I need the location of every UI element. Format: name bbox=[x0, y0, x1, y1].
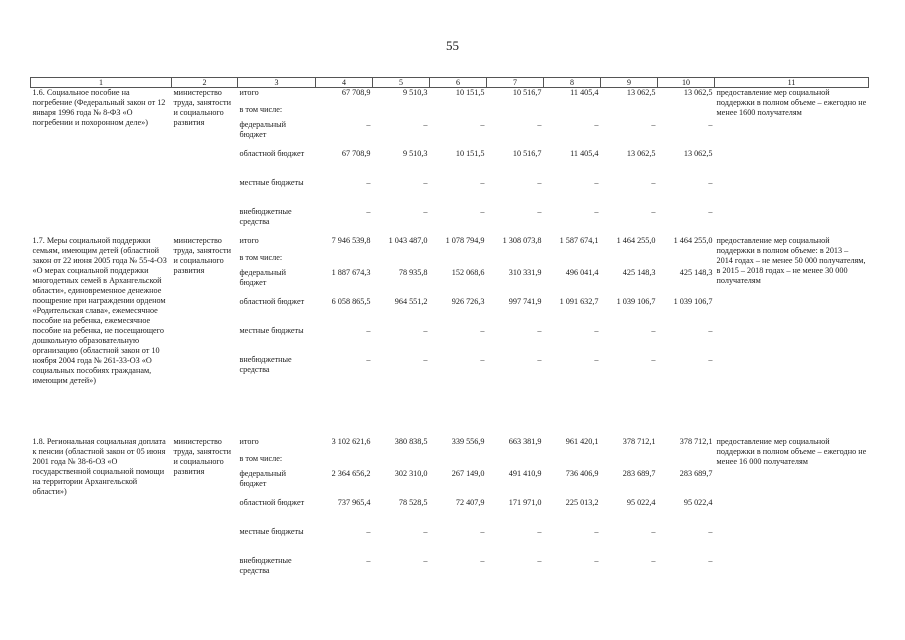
funding-value: – bbox=[708, 206, 713, 216]
funding-source: областной бюджет bbox=[239, 296, 305, 306]
funding-value: 302 310,0 bbox=[394, 468, 428, 478]
column-number: 4 bbox=[316, 78, 373, 88]
funding-value: – bbox=[537, 177, 542, 187]
funding-value: – bbox=[480, 555, 485, 565]
funding-value: 1 091 632,7 bbox=[559, 296, 599, 306]
funding-source: внебюджетные средства bbox=[239, 354, 292, 374]
funding-value: – bbox=[594, 555, 599, 565]
funding-value: 13 062,5 bbox=[626, 148, 656, 158]
funding-value: – bbox=[651, 206, 656, 216]
funding-value: – bbox=[423, 177, 428, 187]
measure-description: 1.8. Региональная социальная доплата к пенсии (областной закон от 05 июня 2001 года № 38-6-ОЗ «О государственной социальной помощи на территории Архангельской области») bbox=[32, 436, 166, 496]
funding-value: 1 464 255,0 bbox=[616, 235, 656, 245]
funding-value: – bbox=[480, 325, 485, 335]
funding-value: 3 102 621,6 bbox=[331, 436, 371, 446]
funding-source: в том числе: bbox=[239, 252, 283, 262]
funding-value: 10 516,7 bbox=[512, 148, 542, 158]
funding-value: 225 013,2 bbox=[565, 497, 599, 507]
column-number: 11 bbox=[715, 78, 869, 88]
funding-value: 95 022,4 bbox=[683, 497, 713, 507]
funding-value: 380 838,5 bbox=[394, 436, 428, 446]
funding-value: 1 078 794,9 bbox=[445, 235, 485, 245]
funding-value: 964 551,2 bbox=[394, 296, 428, 306]
funding-source: в том числе: bbox=[239, 104, 283, 114]
expected-result: предоставление мер социальной поддержки в полном объеме – ежегодно не менее 1600 получателям bbox=[716, 88, 867, 117]
funding-value: 1 887 674,3 bbox=[331, 267, 371, 277]
funding-value: 961 420,1 bbox=[565, 436, 599, 446]
funding-value: 1 464 255,0 bbox=[673, 235, 713, 245]
funding-value: 10 516,7 bbox=[512, 88, 542, 97]
funding-value: – bbox=[594, 177, 599, 187]
funding-value: 78 528,5 bbox=[398, 497, 428, 507]
funding-value: – bbox=[423, 325, 428, 335]
funding-value: 1 308 073,8 bbox=[502, 235, 542, 245]
funding-value: – bbox=[537, 354, 542, 364]
funding-value: – bbox=[594, 526, 599, 536]
funding-value: – bbox=[651, 555, 656, 565]
funding-value bbox=[658, 105, 715, 120]
funding-value: 339 556,9 bbox=[451, 436, 485, 446]
funding-value bbox=[601, 454, 658, 469]
funding-value: – bbox=[537, 119, 542, 129]
funding-value: – bbox=[366, 325, 371, 335]
funding-value: 171 971,0 bbox=[508, 497, 542, 507]
funding-value: 283 689,7 bbox=[622, 468, 656, 478]
funding-value: – bbox=[651, 526, 656, 536]
funding-value: – bbox=[651, 119, 656, 129]
funding-value: 10 151,5 bbox=[455, 88, 485, 97]
funding-value: – bbox=[366, 555, 371, 565]
funding-value: 11 405,4 bbox=[570, 88, 599, 97]
funding-value: – bbox=[366, 354, 371, 364]
funding-value: – bbox=[594, 325, 599, 335]
funding-value: – bbox=[366, 206, 371, 216]
funding-value bbox=[601, 105, 658, 120]
funding-value: 926 726,3 bbox=[451, 296, 485, 306]
funding-value: – bbox=[651, 177, 656, 187]
funding-row bbox=[31, 231, 869, 253]
funding-value: – bbox=[708, 354, 713, 364]
funding-value: 11 405,4 bbox=[570, 148, 599, 158]
funding-value bbox=[316, 454, 373, 469]
funding-value bbox=[658, 454, 715, 469]
funding-source: итого bbox=[239, 88, 259, 97]
funding-row bbox=[31, 88, 869, 105]
funding-value: 2 364 656,2 bbox=[331, 468, 371, 478]
funding-value bbox=[373, 253, 430, 268]
column-number: 3 bbox=[238, 78, 316, 88]
funding-value: – bbox=[651, 325, 656, 335]
funding-value bbox=[373, 105, 430, 120]
funding-value: 13 062,5 bbox=[683, 148, 713, 158]
column-number: 6 bbox=[430, 78, 487, 88]
funding-value bbox=[544, 253, 601, 268]
funding-value: – bbox=[480, 526, 485, 536]
funding-value: 1 039 106,7 bbox=[616, 296, 656, 306]
funding-value: 425 148,3 bbox=[622, 267, 656, 277]
funding-value bbox=[487, 105, 544, 120]
funding-value: – bbox=[537, 325, 542, 335]
funding-source: итого bbox=[239, 235, 259, 245]
funding-value: 10 151,5 bbox=[455, 148, 485, 158]
funding-value: 378 712,1 bbox=[622, 436, 656, 446]
measure-description: 1.6. Социальное пособие на погребение (Федеральный закон от 12 января 1996 года № 8-ФЗ «О погребении и похоронном деле») bbox=[32, 88, 166, 127]
measure-description: 1.7. Меры социальной поддержки семьям, имеющим детей (областной закон от 22 июня 2005 года № 55-4-ОЗ «О мерах социальной поддержки многодетных семей в Архангельской области», единовременное денежное поощрение при награждении орденом «Родительская слава», ежемесячное пособие на ребенка, ежемесячное пособие на ребенка, не посещающего дошкольную образовательную организацию (областной закон от 10 ноября 2004 года № 261-33-ОЗ «О социальных пособиях гражданам, имеющим детей») bbox=[32, 235, 167, 385]
funding-value: 1 039 106,7 bbox=[673, 296, 713, 306]
funding-value: 13 062,5 bbox=[683, 88, 713, 97]
responsible-organization: министерство труда, занятости и социального развития bbox=[173, 436, 232, 476]
funding-source: областной бюджет bbox=[239, 497, 305, 507]
funding-value bbox=[316, 253, 373, 268]
funding-value: – bbox=[423, 555, 428, 565]
funding-value: 9 510,3 bbox=[402, 148, 428, 158]
funding-value: 267 149,0 bbox=[451, 468, 485, 478]
funding-value: 7 946 539,8 bbox=[331, 235, 371, 245]
responsible-organization: министерство труда, занятости и социального развития bbox=[173, 88, 232, 127]
funding-value: – bbox=[423, 354, 428, 364]
funding-value: 1 587 674,1 bbox=[559, 235, 599, 245]
column-number: 1 bbox=[31, 78, 172, 88]
funding-value: 13 062,5 bbox=[626, 88, 656, 97]
funding-value: 78 935,8 bbox=[398, 267, 428, 277]
funding-value: 736 406,9 bbox=[565, 468, 599, 478]
funding-value: – bbox=[708, 555, 713, 565]
funding-value bbox=[430, 454, 487, 469]
funding-source: федеральный бюджет bbox=[239, 119, 287, 139]
funding-value: 491 410,9 bbox=[508, 468, 542, 478]
funding-value bbox=[544, 105, 601, 120]
funding-value: 6 058 865,5 bbox=[331, 296, 371, 306]
funding-value: – bbox=[537, 555, 542, 565]
funding-value: – bbox=[708, 119, 713, 129]
funding-row bbox=[31, 434, 869, 454]
column-number: 5 bbox=[373, 78, 430, 88]
funding-value: – bbox=[480, 354, 485, 364]
funding-value: 663 381,9 bbox=[508, 436, 542, 446]
funding-source: федеральный бюджет bbox=[239, 267, 287, 287]
funding-value: – bbox=[423, 119, 428, 129]
funding-value: 997 741,9 bbox=[508, 296, 542, 306]
funding-value bbox=[430, 105, 487, 120]
funding-value: – bbox=[423, 526, 428, 536]
responsible-organization: министерство труда, занятости и социального развития bbox=[173, 235, 232, 275]
funding-value: 310 331,9 bbox=[508, 267, 542, 277]
funding-source: местные бюджеты bbox=[239, 177, 304, 187]
funding-source: внебюджетные средства bbox=[239, 206, 292, 226]
funding-value: – bbox=[537, 526, 542, 536]
funding-value bbox=[487, 454, 544, 469]
column-number: 9 bbox=[601, 78, 658, 88]
funding-source: внебюджетные средства bbox=[239, 555, 292, 575]
column-number: 2 bbox=[172, 78, 238, 88]
funding-value: 152 068,6 bbox=[451, 267, 485, 277]
funding-value: – bbox=[594, 206, 599, 216]
funding-value bbox=[601, 253, 658, 268]
funding-value: 378 712,1 bbox=[679, 436, 713, 446]
funding-value: – bbox=[366, 526, 371, 536]
funding-value: 67 708,9 bbox=[341, 148, 371, 158]
funding-source: местные бюджеты bbox=[239, 325, 304, 335]
funding-value: 425 148,3 bbox=[679, 267, 713, 277]
funding-value: 95 022,4 bbox=[626, 497, 656, 507]
column-number: 8 bbox=[544, 78, 601, 88]
funding-value: 72 407,9 bbox=[455, 497, 485, 507]
funding-value bbox=[430, 253, 487, 268]
funding-value bbox=[373, 454, 430, 469]
funding-value: 496 041,4 bbox=[565, 267, 599, 277]
funding-value: 737 965,4 bbox=[337, 497, 371, 507]
funding-source: в том числе: bbox=[239, 453, 283, 463]
funding-value: – bbox=[366, 177, 371, 187]
column-number-header-row bbox=[31, 78, 869, 88]
funding-value: – bbox=[480, 177, 485, 187]
page-number: 55 bbox=[446, 38, 459, 53]
funding-value: – bbox=[708, 325, 713, 335]
funding-value bbox=[658, 253, 715, 268]
expected-result: предоставление мер социальной поддержки в полном объеме: в 2013 – 2014 годах – не менее 50 000 получателям, в 2015 – 2018 годах – не менее 30 000 получателям bbox=[716, 235, 866, 285]
funding-value: – bbox=[651, 354, 656, 364]
funding-value bbox=[487, 253, 544, 268]
funding-value: – bbox=[480, 206, 485, 216]
funding-value: – bbox=[480, 119, 485, 129]
funding-source: федеральный бюджет bbox=[239, 468, 287, 488]
funding-value bbox=[544, 454, 601, 469]
funding-value: – bbox=[366, 119, 371, 129]
funding-value: 1 043 487,0 bbox=[388, 235, 428, 245]
funding-value: – bbox=[708, 177, 713, 187]
funding-value: – bbox=[423, 206, 428, 216]
program-table bbox=[30, 77, 869, 580]
funding-value: 283 689,7 bbox=[679, 468, 713, 478]
funding-value: 9 510,3 bbox=[402, 88, 428, 97]
funding-value: – bbox=[537, 206, 542, 216]
funding-source: местные бюджеты bbox=[239, 526, 304, 536]
column-number: 7 bbox=[487, 78, 544, 88]
column-number: 10 bbox=[658, 78, 715, 88]
funding-value: – bbox=[594, 354, 599, 364]
funding-value bbox=[316, 105, 373, 120]
funding-value: – bbox=[708, 526, 713, 536]
funding-source: областной бюджет bbox=[239, 148, 305, 158]
funding-value: 67 708,9 bbox=[341, 88, 371, 97]
funding-source: итого bbox=[239, 436, 259, 446]
expected-result: предоставление мер социальной поддержки в полном объеме – ежегодно не менее 16 000 получателям bbox=[716, 436, 867, 466]
funding-value: – bbox=[594, 119, 599, 129]
